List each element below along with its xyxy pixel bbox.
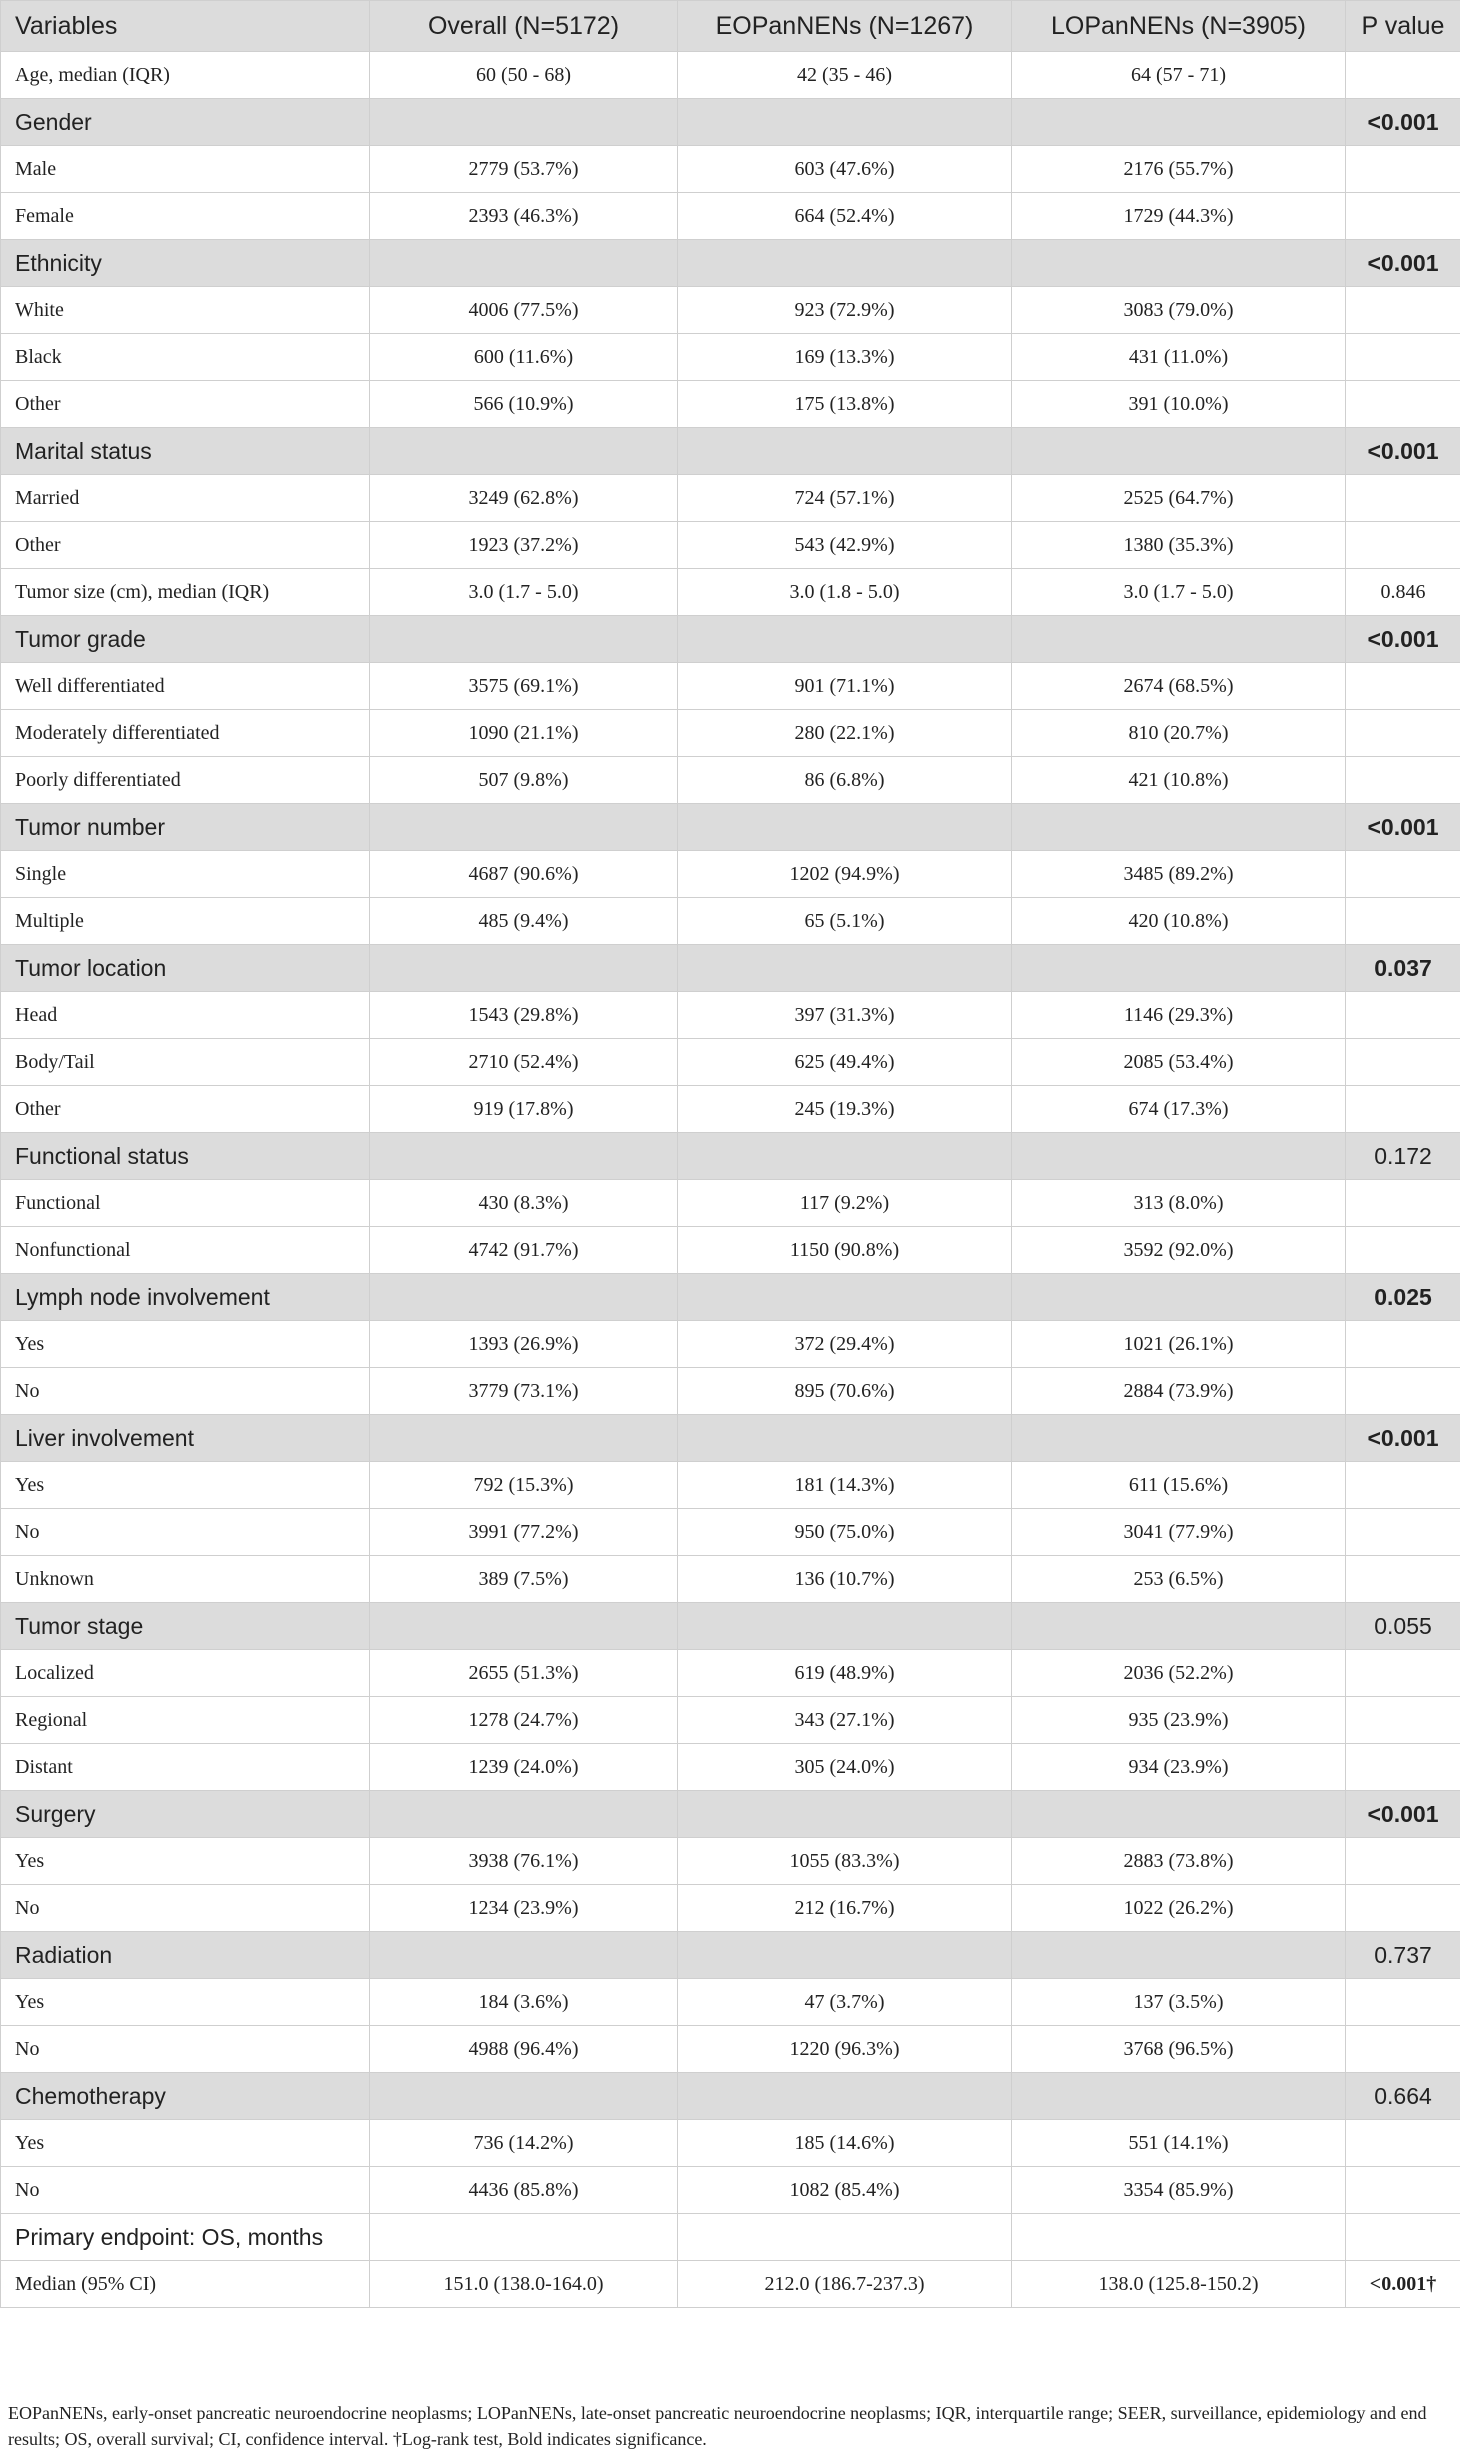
empty-cell: [1012, 1133, 1346, 1180]
p-value-cell: [1346, 1462, 1460, 1509]
eopannens-cell: 950 (75.0%): [678, 1509, 1012, 1556]
table-row: [1, 1650, 1460, 1697]
eopannens-cell: 543 (42.9%): [678, 522, 1012, 569]
p-value-cell: 0.025: [1346, 1274, 1460, 1321]
eopannens-cell: 1220 (96.3%): [678, 2026, 1012, 2073]
lopannens-cell: 2674 (68.5%): [1012, 663, 1346, 710]
eopannens-cell: 305 (24.0%): [678, 1744, 1012, 1791]
empty-cell: [678, 945, 1012, 992]
p-value-cell: [1346, 2167, 1460, 2214]
variable-cell: Male: [1, 146, 370, 193]
lopannens-cell: 3485 (89.2%): [1012, 851, 1346, 898]
variable-cell: Other: [1, 1086, 370, 1133]
lopannens-cell: 1380 (35.3%): [1012, 522, 1346, 569]
overall-cell: 792 (15.3%): [370, 1462, 678, 1509]
variable-cell: Yes: [1, 2120, 370, 2167]
section-label: Radiation: [1, 1932, 370, 1979]
empty-cell: [1012, 1274, 1346, 1321]
section-label: Gender: [1, 99, 370, 146]
variable-cell: Median (95% CI): [1, 2261, 370, 2308]
p-value-cell: 0.172: [1346, 1133, 1460, 1180]
overall-cell: 1090 (21.1%): [370, 710, 678, 757]
lopannens-cell: 2085 (53.4%): [1012, 1039, 1346, 1086]
p-value-cell: [1346, 522, 1460, 569]
empty-cell: [678, 616, 1012, 663]
eopannens-cell: 181 (14.3%): [678, 1462, 1012, 1509]
overall-cell: 151.0 (138.0-164.0): [370, 2261, 678, 2308]
lopannens-cell: 2176 (55.7%): [1012, 146, 1346, 193]
table-row: [1, 1697, 1460, 1744]
variable-cell: Body/Tail: [1, 1039, 370, 1086]
empty-cell: [1012, 1603, 1346, 1650]
p-value-cell: <0.001: [1346, 616, 1460, 663]
empty-cell: [1012, 2214, 1346, 2261]
section-row: [1, 2073, 1460, 2120]
overall-cell: 566 (10.9%): [370, 381, 678, 428]
eopannens-cell: 1150 (90.8%): [678, 1227, 1012, 1274]
empty-cell: [678, 804, 1012, 851]
lopannens-cell: 551 (14.1%): [1012, 2120, 1346, 2167]
p-value-cell: 0.037: [1346, 945, 1460, 992]
header-lopannens: LOPanNENs (N=3905): [1012, 1, 1346, 52]
table-row: [1, 1368, 1460, 1415]
table-row: [1, 851, 1460, 898]
table-header-row: [1, 1, 1460, 52]
lopannens-cell: 313 (8.0%): [1012, 1180, 1346, 1227]
eopannens-cell: 625 (49.4%): [678, 1039, 1012, 1086]
section-label: Chemotherapy: [1, 2073, 370, 2120]
overall-cell: 4687 (90.6%): [370, 851, 678, 898]
lopannens-cell: 421 (10.8%): [1012, 757, 1346, 804]
eopannens-cell: 117 (9.2%): [678, 1180, 1012, 1227]
empty-cell: [1012, 99, 1346, 146]
empty-cell: [678, 99, 1012, 146]
lopannens-cell: 64 (57 - 71): [1012, 52, 1346, 99]
table-footnote: EOPanNENs, early-onset pancreatic neuroendocrine neoplasms; LOPanNENs, late-onset pancreatic neuroendocrine neoplasms; IQR, interquartile range; SEER, surveillance, epidemiology and end results; OS, overall survival; CI, confidence interval. †Log-rank test, Bold indicates significance.: [8, 2403, 1427, 2449]
section-row: [1, 945, 1460, 992]
empty-cell: [678, 1133, 1012, 1180]
eopannens-cell: 901 (71.1%): [678, 663, 1012, 710]
p-value-cell: [1346, 381, 1460, 428]
variable-cell: Yes: [1, 1462, 370, 1509]
header-eopannens: EOPanNENs (N=1267): [678, 1, 1012, 52]
table-row: [1, 1086, 1460, 1133]
variable-cell: Single: [1, 851, 370, 898]
p-value-cell: [1346, 146, 1460, 193]
header-overall: Overall (N=5172): [370, 1, 678, 52]
empty-cell: [678, 1603, 1012, 1650]
variable-cell: No: [1, 1509, 370, 1556]
empty-cell: [370, 616, 678, 663]
lopannens-cell: 2036 (52.2%): [1012, 1650, 1346, 1697]
eopannens-cell: 895 (70.6%): [678, 1368, 1012, 1415]
lopannens-cell: 810 (20.7%): [1012, 710, 1346, 757]
table-row: [1, 710, 1460, 757]
eopannens-cell: 47 (3.7%): [678, 1979, 1012, 2026]
table-row: [1, 1744, 1460, 1791]
overall-cell: 389 (7.5%): [370, 1556, 678, 1603]
p-value-cell: [1346, 1650, 1460, 1697]
table-row: [1, 992, 1460, 1039]
section-label: Liver involvement: [1, 1415, 370, 1462]
lopannens-cell: 1146 (29.3%): [1012, 992, 1346, 1039]
variable-cell: Yes: [1, 1979, 370, 2026]
eopannens-cell: 175 (13.8%): [678, 381, 1012, 428]
overall-cell: 2779 (53.7%): [370, 146, 678, 193]
lopannens-cell: 934 (23.9%): [1012, 1744, 1346, 1791]
table-row: [1, 2120, 1460, 2167]
p-value-cell: [1346, 1885, 1460, 1932]
eopannens-cell: 372 (29.4%): [678, 1321, 1012, 1368]
eopannens-cell: 245 (19.3%): [678, 1086, 1012, 1133]
variable-cell: Black: [1, 334, 370, 381]
empty-cell: [678, 1932, 1012, 1979]
lopannens-cell: 3354 (85.9%): [1012, 2167, 1346, 2214]
lopannens-cell: 2525 (64.7%): [1012, 475, 1346, 522]
section-label: Surgery: [1, 1791, 370, 1838]
p-value-cell: [1346, 475, 1460, 522]
p-value-cell: [1346, 1086, 1460, 1133]
variable-cell: Female: [1, 193, 370, 240]
section-row: [1, 1133, 1460, 1180]
empty-cell: [370, 1133, 678, 1180]
overall-cell: 2710 (52.4%): [370, 1039, 678, 1086]
table-row: [1, 757, 1460, 804]
overall-cell: 184 (3.6%): [370, 1979, 678, 2026]
section-row: [1, 1415, 1460, 1462]
lopannens-cell: 253 (6.5%): [1012, 1556, 1346, 1603]
header-p-value: P value: [1346, 1, 1460, 52]
p-value-cell: [1346, 287, 1460, 334]
variable-cell: White: [1, 287, 370, 334]
empty-cell: [370, 428, 678, 475]
variable-cell: Multiple: [1, 898, 370, 945]
table-row: [1, 898, 1460, 945]
lopannens-cell: 935 (23.9%): [1012, 1697, 1346, 1744]
p-value-cell: [1346, 898, 1460, 945]
p-value-cell: [1346, 1039, 1460, 1086]
empty-cell: [1012, 804, 1346, 851]
eopannens-cell: 86 (6.8%): [678, 757, 1012, 804]
p-value-cell: [1346, 193, 1460, 240]
section-label: Marital status: [1, 428, 370, 475]
overall-cell: 600 (11.6%): [370, 334, 678, 381]
table-row: [1, 1180, 1460, 1227]
variable-cell: Distant: [1, 1744, 370, 1791]
table-row: [1, 475, 1460, 522]
overall-cell: 1923 (37.2%): [370, 522, 678, 569]
table-row: [1, 1556, 1460, 1603]
variable-cell: Tumor size (cm), median (IQR): [1, 569, 370, 616]
empty-cell: [1012, 2073, 1346, 2120]
p-value-cell: [1346, 1368, 1460, 1415]
lopannens-cell: 3.0 (1.7 - 5.0): [1012, 569, 1346, 616]
lopannens-cell: 138.0 (125.8-150.2): [1012, 2261, 1346, 2308]
table-row: [1, 1462, 1460, 1509]
overall-cell: 4006 (77.5%): [370, 287, 678, 334]
empty-cell: [370, 99, 678, 146]
p-value-cell: [1346, 1838, 1460, 1885]
overall-cell: 1543 (29.8%): [370, 992, 678, 1039]
overall-cell: 2393 (46.3%): [370, 193, 678, 240]
variable-cell: Functional: [1, 1180, 370, 1227]
p-value-cell: [1346, 710, 1460, 757]
section-label: Tumor grade: [1, 616, 370, 663]
section-row: [1, 804, 1460, 851]
p-value-cell: <0.001†: [1346, 2261, 1460, 2308]
p-value-cell: [1346, 2214, 1460, 2261]
variable-cell: Other: [1, 381, 370, 428]
variable-cell: No: [1, 1885, 370, 1932]
section-label: Lymph node involvement: [1, 1274, 370, 1321]
p-value-cell: [1346, 1744, 1460, 1791]
variable-cell: Localized: [1, 1650, 370, 1697]
lopannens-cell: 1022 (26.2%): [1012, 1885, 1346, 1932]
overall-cell: 1234 (23.9%): [370, 1885, 678, 1932]
overall-cell: 919 (17.8%): [370, 1086, 678, 1133]
table-row: [1, 569, 1460, 616]
lopannens-cell: 2884 (73.9%): [1012, 1368, 1346, 1415]
eopannens-cell: 169 (13.3%): [678, 334, 1012, 381]
section-label: Primary endpoint: OS, months: [1, 2214, 370, 2261]
empty-cell: [678, 2073, 1012, 2120]
overall-cell: 1239 (24.0%): [370, 1744, 678, 1791]
variable-cell: Married: [1, 475, 370, 522]
p-value-cell: [1346, 1979, 1460, 2026]
empty-cell: [1012, 1932, 1346, 1979]
table-row: [1, 2261, 1460, 2308]
p-value-cell: [1346, 2026, 1460, 2073]
lopannens-cell: 431 (11.0%): [1012, 334, 1346, 381]
empty-cell: [370, 1932, 678, 1979]
table-row: [1, 1979, 1460, 2026]
table-body: [1, 52, 1460, 2308]
overall-cell: 430 (8.3%): [370, 1180, 678, 1227]
variable-cell: Well differentiated: [1, 663, 370, 710]
variable-cell: Age, median (IQR): [1, 52, 370, 99]
overall-cell: 3991 (77.2%): [370, 1509, 678, 1556]
variable-cell: Moderately differentiated: [1, 710, 370, 757]
eopannens-cell: 397 (31.3%): [678, 992, 1012, 1039]
eopannens-cell: 724 (57.1%): [678, 475, 1012, 522]
empty-cell: [1012, 945, 1346, 992]
empty-cell: [678, 2214, 1012, 2261]
p-value-cell: 0.846: [1346, 569, 1460, 616]
table-row: [1, 1227, 1460, 1274]
lopannens-cell: 137 (3.5%): [1012, 1979, 1346, 2026]
variable-cell: Head: [1, 992, 370, 1039]
p-value-cell: [1346, 334, 1460, 381]
eopannens-cell: 136 (10.7%): [678, 1556, 1012, 1603]
table-row: [1, 2167, 1460, 2214]
variable-cell: Regional: [1, 1697, 370, 1744]
empty-cell: [678, 428, 1012, 475]
p-value-cell: [1346, 1509, 1460, 1556]
p-value-cell: [1346, 2120, 1460, 2167]
variable-cell: Nonfunctional: [1, 1227, 370, 1274]
section-row: [1, 2214, 1460, 2261]
section-row: [1, 1274, 1460, 1321]
eopannens-cell: 1055 (83.3%): [678, 1838, 1012, 1885]
lopannens-cell: 1021 (26.1%): [1012, 1321, 1346, 1368]
p-value-cell: 0.737: [1346, 1932, 1460, 1979]
p-value-cell: <0.001: [1346, 99, 1460, 146]
empty-cell: [678, 1274, 1012, 1321]
overall-cell: 2655 (51.3%): [370, 1650, 678, 1697]
section-label: Functional status: [1, 1133, 370, 1180]
empty-cell: [370, 945, 678, 992]
eopannens-cell: 343 (27.1%): [678, 1697, 1012, 1744]
empty-cell: [1012, 428, 1346, 475]
empty-cell: [1012, 616, 1346, 663]
p-value-cell: <0.001: [1346, 428, 1460, 475]
overall-cell: 3938 (76.1%): [370, 1838, 678, 1885]
overall-cell: 1278 (24.7%): [370, 1697, 678, 1744]
table-row: [1, 381, 1460, 428]
empty-cell: [1012, 1791, 1346, 1838]
empty-cell: [370, 2214, 678, 2261]
variable-cell: Yes: [1, 1838, 370, 1885]
section-label: Ethnicity: [1, 240, 370, 287]
lopannens-cell: 420 (10.8%): [1012, 898, 1346, 945]
eopannens-cell: 212.0 (186.7-237.3): [678, 2261, 1012, 2308]
p-value-cell: [1346, 52, 1460, 99]
header-variables: Variables: [1, 1, 370, 52]
table-row: [1, 193, 1460, 240]
eopannens-cell: 923 (72.9%): [678, 287, 1012, 334]
overall-cell: 3575 (69.1%): [370, 663, 678, 710]
table-row: [1, 334, 1460, 381]
p-value-cell: [1346, 1556, 1460, 1603]
empty-cell: [370, 2073, 678, 2120]
p-value-cell: <0.001: [1346, 240, 1460, 287]
section-row: [1, 1603, 1460, 1650]
section-label: Tumor number: [1, 804, 370, 851]
table-row: [1, 1039, 1460, 1086]
empty-cell: [370, 240, 678, 287]
p-value-cell: [1346, 851, 1460, 898]
eopannens-cell: 185 (14.6%): [678, 2120, 1012, 2167]
eopannens-cell: 603 (47.6%): [678, 146, 1012, 193]
overall-cell: 507 (9.8%): [370, 757, 678, 804]
p-value-cell: 0.664: [1346, 2073, 1460, 2120]
empty-cell: [370, 1415, 678, 1462]
variable-cell: No: [1, 2026, 370, 2073]
table-row: [1, 522, 1460, 569]
section-row: [1, 240, 1460, 287]
overall-cell: 4742 (91.7%): [370, 1227, 678, 1274]
variable-cell: Unknown: [1, 1556, 370, 1603]
overall-cell: 3.0 (1.7 - 5.0): [370, 569, 678, 616]
lopannens-cell: 391 (10.0%): [1012, 381, 1346, 428]
empty-cell: [370, 1274, 678, 1321]
table-row: [1, 663, 1460, 710]
eopannens-cell: 1202 (94.9%): [678, 851, 1012, 898]
lopannens-cell: 3041 (77.9%): [1012, 1509, 1346, 1556]
lopannens-cell: 3768 (96.5%): [1012, 2026, 1346, 2073]
lopannens-cell: 3592 (92.0%): [1012, 1227, 1346, 1274]
empty-cell: [370, 1603, 678, 1650]
overall-cell: 4988 (96.4%): [370, 2026, 678, 2073]
eopannens-cell: 65 (5.1%): [678, 898, 1012, 945]
p-value-cell: 0.055: [1346, 1603, 1460, 1650]
empty-cell: [1012, 240, 1346, 287]
p-value-cell: [1346, 992, 1460, 1039]
table-row: [1, 1321, 1460, 1368]
section-row: [1, 1791, 1460, 1838]
eopannens-cell: 42 (35 - 46): [678, 52, 1012, 99]
variable-cell: No: [1, 1368, 370, 1415]
section-row: [1, 99, 1460, 146]
p-value-cell: [1346, 757, 1460, 804]
eopannens-cell: 280 (22.1%): [678, 710, 1012, 757]
table-row: [1, 1885, 1460, 1932]
p-value-cell: <0.001: [1346, 1791, 1460, 1838]
p-value-cell: [1346, 1697, 1460, 1744]
table-row: [1, 146, 1460, 193]
overall-cell: 485 (9.4%): [370, 898, 678, 945]
eopannens-cell: 664 (52.4%): [678, 193, 1012, 240]
section-row: [1, 1932, 1460, 1979]
empty-cell: [1012, 1415, 1346, 1462]
section-row: [1, 428, 1460, 475]
p-value-cell: <0.001: [1346, 1415, 1460, 1462]
section-row: [1, 616, 1460, 663]
overall-cell: 736 (14.2%): [370, 2120, 678, 2167]
section-label: Tumor location: [1, 945, 370, 992]
table-row: [1, 287, 1460, 334]
p-value-cell: [1346, 1321, 1460, 1368]
variable-cell: Poorly differentiated: [1, 757, 370, 804]
overall-cell: 3779 (73.1%): [370, 1368, 678, 1415]
empty-cell: [370, 1791, 678, 1838]
eopannens-cell: 212 (16.7%): [678, 1885, 1012, 1932]
p-value-cell: <0.001: [1346, 804, 1460, 851]
section-label: Tumor stage: [1, 1603, 370, 1650]
overall-cell: 3249 (62.8%): [370, 475, 678, 522]
lopannens-cell: 2883 (73.8%): [1012, 1838, 1346, 1885]
overall-cell: 4436 (85.8%): [370, 2167, 678, 2214]
empty-cell: [370, 804, 678, 851]
empty-cell: [678, 1415, 1012, 1462]
overall-cell: 60 (50 - 68): [370, 52, 678, 99]
empty-cell: [678, 240, 1012, 287]
variable-cell: Yes: [1, 1321, 370, 1368]
variable-cell: Other: [1, 522, 370, 569]
lopannens-cell: 1729 (44.3%): [1012, 193, 1346, 240]
p-value-cell: [1346, 663, 1460, 710]
p-value-cell: [1346, 1227, 1460, 1274]
overall-cell: 1393 (26.9%): [370, 1321, 678, 1368]
table-row: [1, 1838, 1460, 1885]
p-value-cell: [1346, 1180, 1460, 1227]
lopannens-cell: 674 (17.3%): [1012, 1086, 1346, 1133]
table-row: [1, 2026, 1460, 2073]
table-row: [1, 52, 1460, 99]
eopannens-cell: 3.0 (1.8 - 5.0): [678, 569, 1012, 616]
lopannens-cell: 3083 (79.0%): [1012, 287, 1346, 334]
eopannens-cell: 1082 (85.4%): [678, 2167, 1012, 2214]
eopannens-cell: 619 (48.9%): [678, 1650, 1012, 1697]
lopannens-cell: 611 (15.6%): [1012, 1462, 1346, 1509]
empty-cell: [678, 1791, 1012, 1838]
variable-cell: No: [1, 2167, 370, 2214]
table-row: [1, 1509, 1460, 1556]
